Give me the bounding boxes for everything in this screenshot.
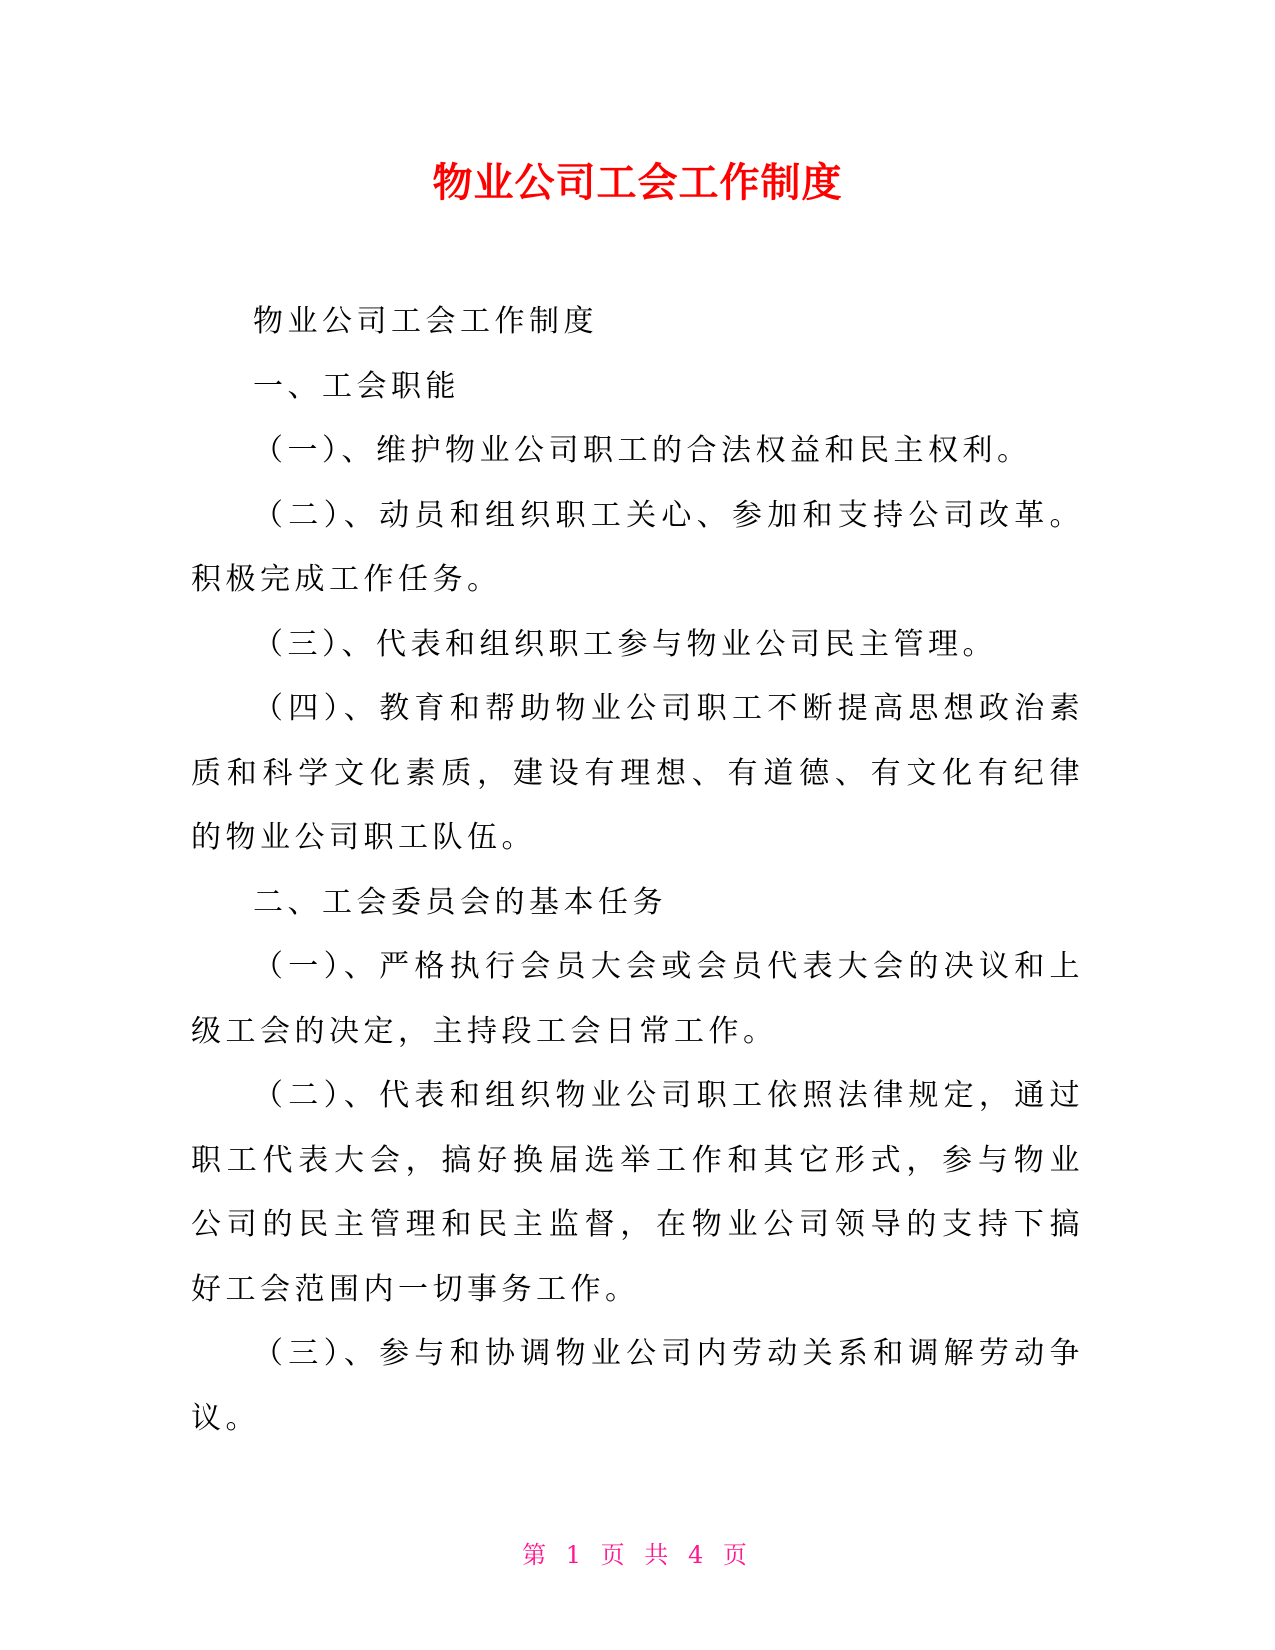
section-heading-2: 二、工会委员会的基本任务 xyxy=(253,884,667,920)
paragraph: （二）、动员和组织职工关心、参加和支持公司改革。积极完成工作任务。 xyxy=(191,497,1084,597)
document-body xyxy=(191,290,1084,1451)
paragraph: （一）、严格执行会员大会或会员代表大会的决议和上级工会的决定，主持段工会日常工作。 xyxy=(191,949,1084,1049)
page-footer: 第 1 页 共 4 页 xyxy=(522,1541,753,1569)
paragraph: （二）、代表和组织物业公司职工依照法律规定，通过职工代表大会，搞好换届选举工作和其它形式，参与物业公司的民主管理和民主监督，在物业公司领导的支持下搞好工会范围内一切事务工作。 xyxy=(191,1078,1084,1307)
paragraph: （四）、教育和帮助物业公司职工不断提高思想政治素质和科学文化素质，建设有理想、有道德、有文化有纪律的物业公司职工队伍。 xyxy=(191,691,1084,855)
section-heading-1: 一、工会职能 xyxy=(253,368,460,404)
paragraph: （一）、维护物业公司职工的合法权益和民主权利。 xyxy=(253,433,1032,468)
document-title: 物业公司工会工作制度 xyxy=(432,160,843,206)
paragraph: （三）、代表和组织职工参与物业公司民主管理。 xyxy=(253,626,997,662)
paragraph-heading: 物业公司工会工作制度 xyxy=(253,304,598,339)
paragraph: （三）、参与和协调物业公司内劳动关系和调解劳动争议。 xyxy=(191,1336,1084,1436)
